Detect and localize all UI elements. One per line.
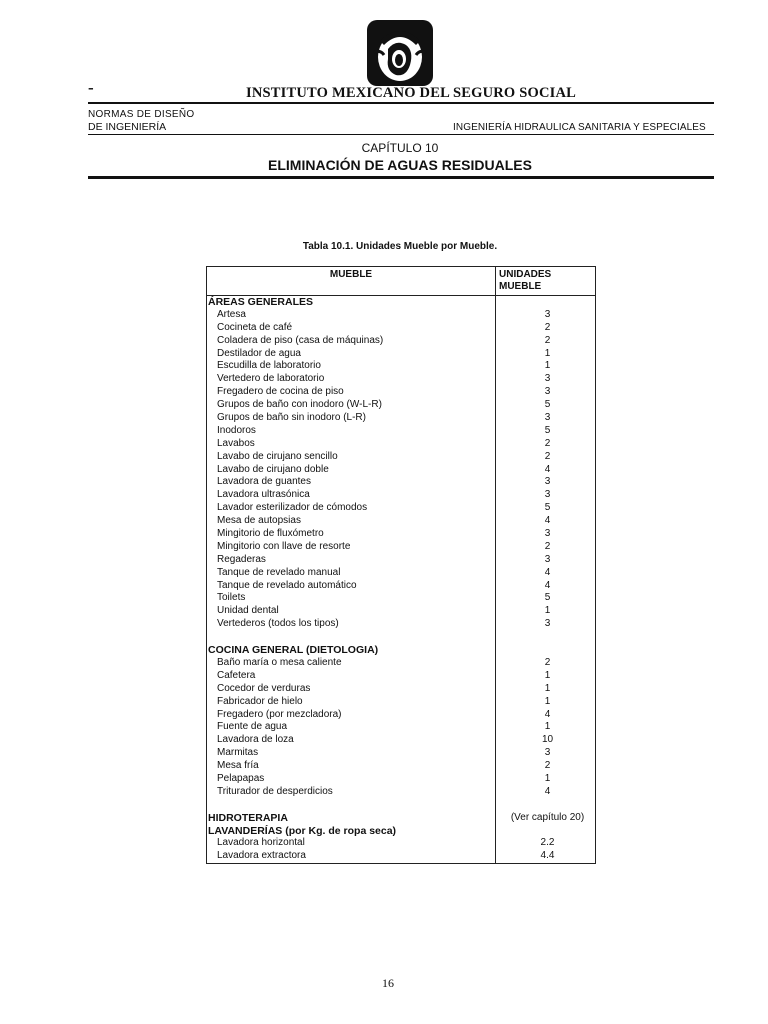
chapter-label: CAPÍTULO 10 [361,141,439,155]
fixture-name: Coladera de piso (casa de máquinas) [217,334,384,346]
table-caption: Tabla 10.1. Unidades Mueble por Mueble. [302,241,498,252]
section-spacer [207,631,495,644]
fixture-name: Lavadora de guantes [217,476,311,488]
fixture-units: 3 [544,489,551,501]
fixture-units: 2 [544,760,551,772]
section-spacer [496,631,595,644]
fixture-units: 4.4 [540,850,555,862]
fixture-units: 3 [544,747,551,759]
column-header-unidades [496,267,595,295]
fixture-name: Lavadora extractora [217,850,306,862]
fixture-name: Cocineta de café [217,321,293,333]
header-rule-top [88,102,714,104]
section-note: (Ver capítulo 20) [510,811,585,823]
fixture-units: 4 [544,515,551,527]
fixture-name: Lavabos [217,437,255,449]
fixture-units: 3 [544,373,551,385]
page-number: 16 [382,976,394,990]
normas-label-line2: DE INGENIERÍA [88,121,167,133]
fixture-units: 5 [544,424,551,436]
fixture-name: Fuente de agua [217,721,288,733]
table-body [207,296,595,863]
fixture-units: 3 [544,412,551,424]
column-header-mueble: MUEBLE [207,267,496,295]
fixture-name: Unidad dental [217,605,279,617]
fixture-name: Vertederos (todos los tipos) [217,618,339,630]
fixture-units: 5 [544,399,551,411]
fixture-units: 2 [544,437,551,449]
fixture-name: Baño maría o mesa caliente [217,656,342,668]
fixture-name: Inodoros [217,424,256,436]
fixture-name: Toilets [217,592,246,604]
header-dash: - [88,78,94,97]
fixture-name: Fregadero de cocina de piso [217,386,344,398]
fixture-units: 1 [544,695,551,707]
fixture-name: Fabricador de hielo [217,695,303,707]
fixture-name: Fregadero (por mezcladora) [217,708,342,720]
column-header-unidades-line2: MUEBLE [499,281,542,292]
fixture-name: Lavabo de cirujano doble [217,463,329,475]
area-label: INGENIERÍA HIDRAULICA SANITARIA Y ESPECIALES [453,122,706,133]
fixture-units: 1 [544,772,551,784]
fixture-name: Lavadora ultrasónica [217,489,310,501]
institution-name: INSTITUTO MEXICANO DEL SEGURO SOCIAL [246,85,577,101]
fixture-name: Grupos de baño con inodoro (W-L-R) [217,399,382,411]
fixture-name: Mesa fría [217,760,259,772]
fixture-units: 4 [544,463,551,475]
fixture-units: 1 [544,682,551,694]
fixture-name: Escudilla de laboratorio [217,360,321,372]
fixture-units: 4 [544,566,551,578]
fixture-units: 4 [544,785,551,797]
section-spacer [207,799,495,812]
section-title: LAVANDERÍAS (por Kg. de ropa seca) [208,824,397,837]
fixture-name: Marmitas [217,747,259,759]
fixture-name: Lavabo de cirujano sencillo [217,450,338,462]
table-header [207,267,595,296]
fixture-name: Cocedor de verduras [217,682,311,694]
fixture-name: Mingitorio de fluxómetro [217,528,324,540]
fixture-name: Lavadora horizontal [217,837,305,849]
fixture-units: 1 [544,360,551,372]
section-note [496,296,595,309]
fixture-units: 1 [544,347,551,359]
fixture-units: 10 [541,734,554,746]
fixture-units: 4 [544,579,551,591]
fixture-units: 3 [544,308,551,320]
fixture-name: Cafetera [217,669,256,681]
fixture-units: 2 [544,540,551,552]
chapter-title: ELIMINACIÓN DE AGUAS RESIDUALES [268,157,532,173]
imss-logo [366,19,434,87]
fixture-units: 3 [544,618,551,630]
fixture-units: 2.2 [540,837,555,849]
fixture-units: 1 [544,721,551,733]
fixture-units: 5 [544,502,551,514]
fixture-units: 2 [544,321,551,333]
fixture-units: 3 [544,386,551,398]
unidades-column [496,296,595,863]
fixture-name: Mingitorio con llave de resorte [217,540,351,552]
section-note [496,825,595,838]
section-title: HIDROTERAPIA [208,811,288,824]
fixture-name: Lavador esterilizador de cómodos [217,502,368,514]
fixture-units: 3 [544,528,551,540]
section-note [496,644,595,657]
fixture-name: Vertedero de laboratorio [217,373,325,385]
section-title: COCINA GENERAL (DIETOLOGIA) [208,644,379,657]
header-rule-bottom [88,176,714,179]
fixture-units: 3 [544,476,551,488]
fixture-name: Destilador de agua [217,347,301,359]
fixture-units: 1 [544,605,551,617]
fixture-units: 2 [544,656,551,668]
fixture-units-table [206,266,596,864]
fixture-name: Triturador de desperdicios [217,785,333,797]
fixture-units: 5 [544,592,551,604]
fixture-name: Tanque de revelado automático [217,579,357,591]
normas-label-line1: NORMAS DE DISEÑO [88,109,195,120]
fixture-units: 1 [544,669,551,681]
fixture-units: 2 [544,334,551,346]
fixture-units: 3 [544,553,551,565]
fixture-name: Lavadora de loza [217,734,294,746]
section-title: ÁREAS GENERALES [208,296,314,308]
fixture-units: 2 [544,450,551,462]
fixture-name: Pelapapas [217,772,265,784]
fixture-name: Tanque de revelado manual [217,566,341,578]
fixture-name: Regaderas [217,553,266,565]
mueble-column [207,296,496,863]
fixture-units: 4 [544,708,551,720]
fixture-name: Artesa [217,308,246,320]
section-spacer [496,799,595,812]
column-header-unidades-line1: UNIDADES [499,269,552,280]
header-rule-middle [88,134,714,135]
fixture-name: Grupos de baño sin inodoro (L-R) [217,412,366,424]
fixture-name: Mesa de autopsias [217,515,301,527]
